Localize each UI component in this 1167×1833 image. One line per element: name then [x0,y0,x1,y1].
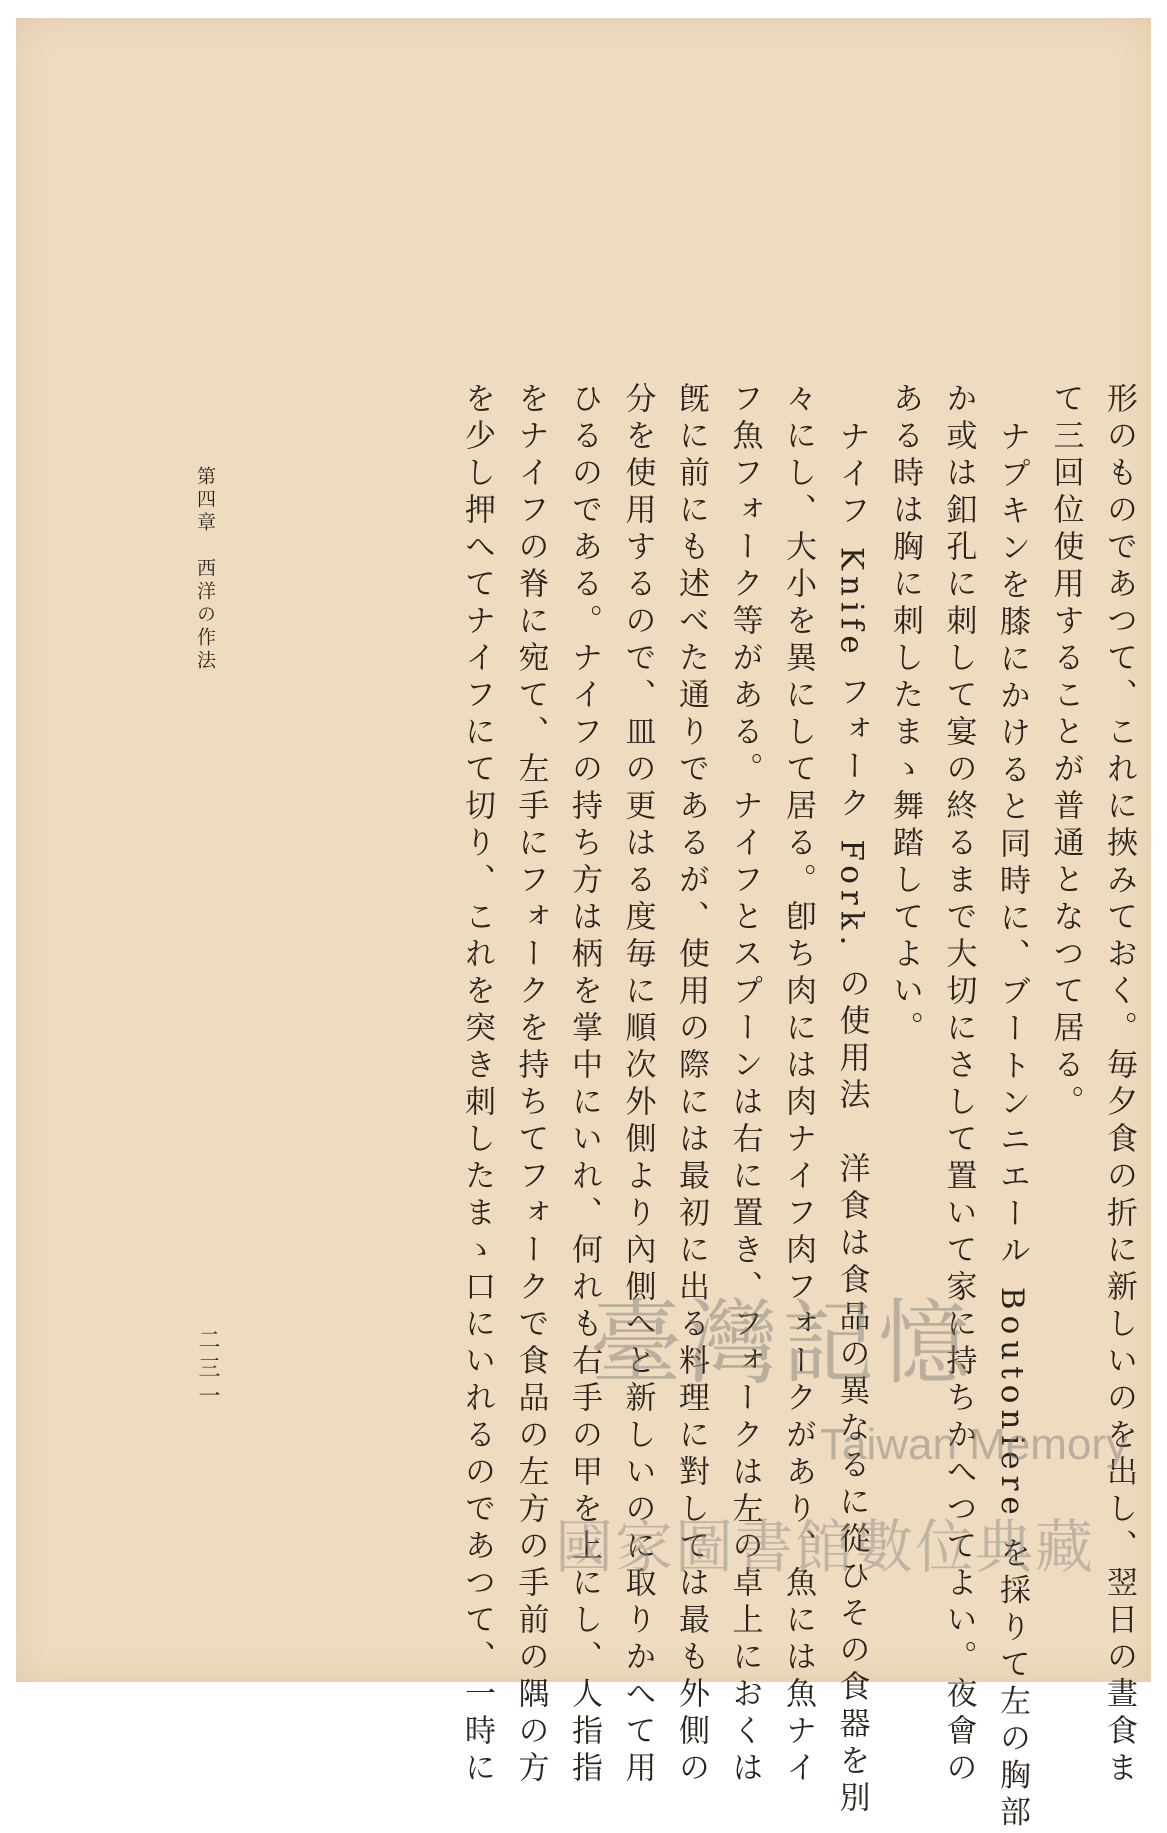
text-column-1: 形のものであつて、これに挾みておく。毎夕食の折に新しいのを出し、翌日の晝食ま [1101,382,1137,1788]
text-column-7: 々にし、大小を異にして居る。卽ち肉には肉ナイフ肉フォークがあり、魚には魚ナイ [780,382,816,1788]
text-column-4: か或は釦孔に刺して宴の終るまで大切にさして置いて家に持ちかへつてよい。夜會の [940,382,977,1788]
text-column-10: 分を使用するので、皿の更はる度毎に順次外側より內側へと新しいのに取りかへて用 [619,382,656,1788]
text-column-11: ひるのである。ナイフの持ち方は柄を掌中にいれ、何れも右手の甲を上にし、人指指 [566,382,602,1788]
text-column-9: 旣に前にも述べた通りであるが、使用の際には最初に出る料理に對しては最も外側の [673,382,709,1788]
text-column-6: ナイフ Knife フォーク Fork. の使用法 洋食は食品の異なるに從ひその食器を別 [833,420,870,1819]
watermark-library: 國家圖書館數位典藏 [555,1515,1096,1580]
chapter-running-head: 第四章 西洋の作法 [194,466,216,673]
text-column-13: を少し押へてナイフにて切り、これを突き刺したまゝ口にいれるのであつて、一時に [459,382,495,1788]
text-column-2: て三回位使用することが普通となつて居る。 [1047,382,1084,1122]
text-column-8: フ魚フォーク等がある。ナイフとスプーンは右に置き、フォークは左の卓上におくは [726,382,763,1788]
page-number: 二三一 [195,1328,220,1412]
text-column-5: ある時は胸に刺したまゝ舞踏してよい。 [887,382,923,1048]
watermark-subtitle: Taiwan Memory [820,1420,1129,1469]
watermark-title: 臺灣記憶 [590,1290,975,1397]
text-column-12: をナイフの脊に宛て、左手にフォークを持ちてフォークで食品の左方の手前の隅の方 [512,382,549,1788]
text-column-3: ナプキンを膝にかけると同時に、ブートンニエール Boutoniere を採りて左の胸部 [994,420,1030,1833]
